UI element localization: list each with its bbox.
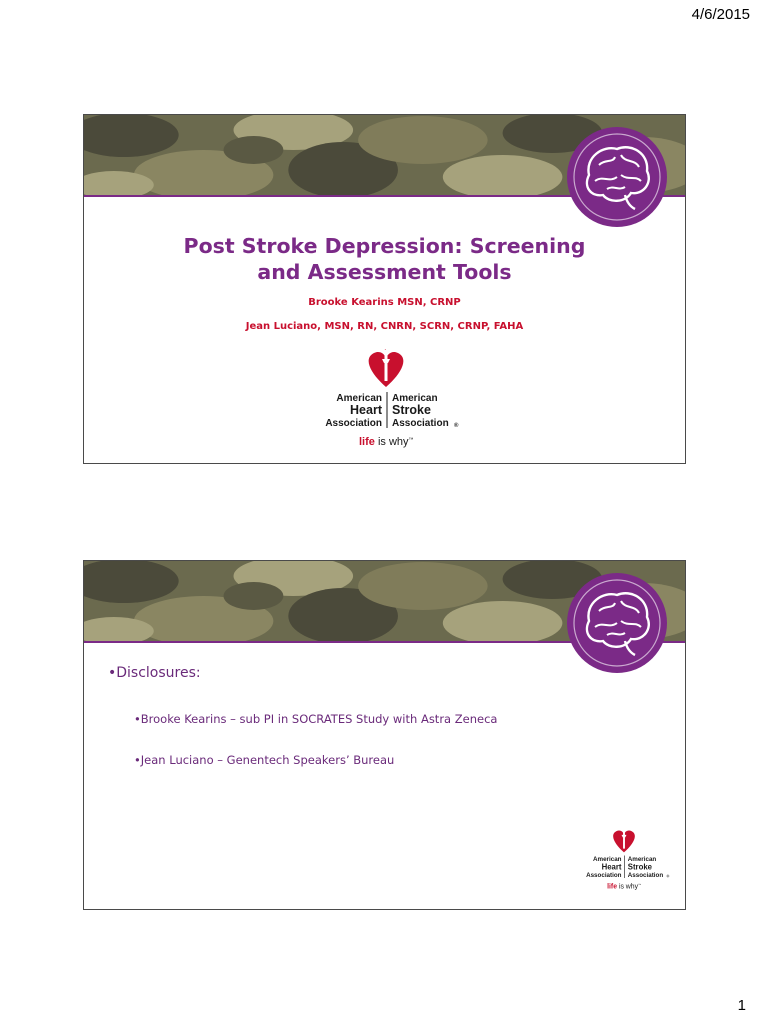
logo-right-2: Stroke	[392, 403, 431, 417]
disclosure-item: •Jean Luciano – Genentech Speakers’ Bureau	[134, 753, 395, 767]
slide-title	[83, 114, 686, 464]
logo-left-3: Association	[586, 871, 622, 879]
logo-right-1: American	[392, 393, 438, 404]
aha-heart-torch-icon	[613, 830, 635, 852]
logo-right-3: Association	[392, 418, 449, 429]
logo-right-3: Association	[627, 871, 664, 879]
aha-asa-logo	[574, 823, 674, 903]
aha-heart-torch-icon	[369, 349, 404, 387]
slide-title-text	[84, 233, 685, 285]
logo-right-2: Stroke	[627, 862, 653, 872]
logo-left-1: American	[593, 856, 622, 864]
brain-icon	[565, 125, 669, 229]
aha-asa-logo	[306, 349, 466, 459]
logo-left-2: Heart	[601, 862, 622, 872]
brain-icon	[565, 571, 669, 675]
logo-registered: ®	[666, 874, 670, 879]
title-line-2: and Assessment Tools	[257, 260, 512, 284]
page-number: 1	[737, 997, 746, 1014]
logo-tagline: life is why™	[359, 436, 414, 448]
logo-registered: ®	[454, 423, 459, 429]
logo-left-3: Association	[325, 418, 382, 429]
title-line-1: Post Stroke Depression: Screening	[183, 234, 586, 258]
disclosures-heading: •Disclosures:	[108, 665, 201, 681]
page-date: 4/6/2015	[691, 6, 750, 23]
logo-right-1: American	[627, 856, 657, 864]
author-1: Brooke Kearins MSN, CRNP	[308, 297, 461, 308]
slide-disclosures	[83, 560, 686, 910]
logo-left-2: Heart	[350, 403, 382, 417]
logo-left-1: American	[336, 393, 382, 404]
disclosure-item: •Brooke Kearins – sub PI in SOCRATES Study with Astra Zeneca	[134, 712, 498, 726]
author-2: Jean Luciano, MSN, RN, CNRN, SCRN, CRNP, FAHA	[245, 321, 524, 332]
logo-tagline: life is why™	[607, 883, 642, 891]
